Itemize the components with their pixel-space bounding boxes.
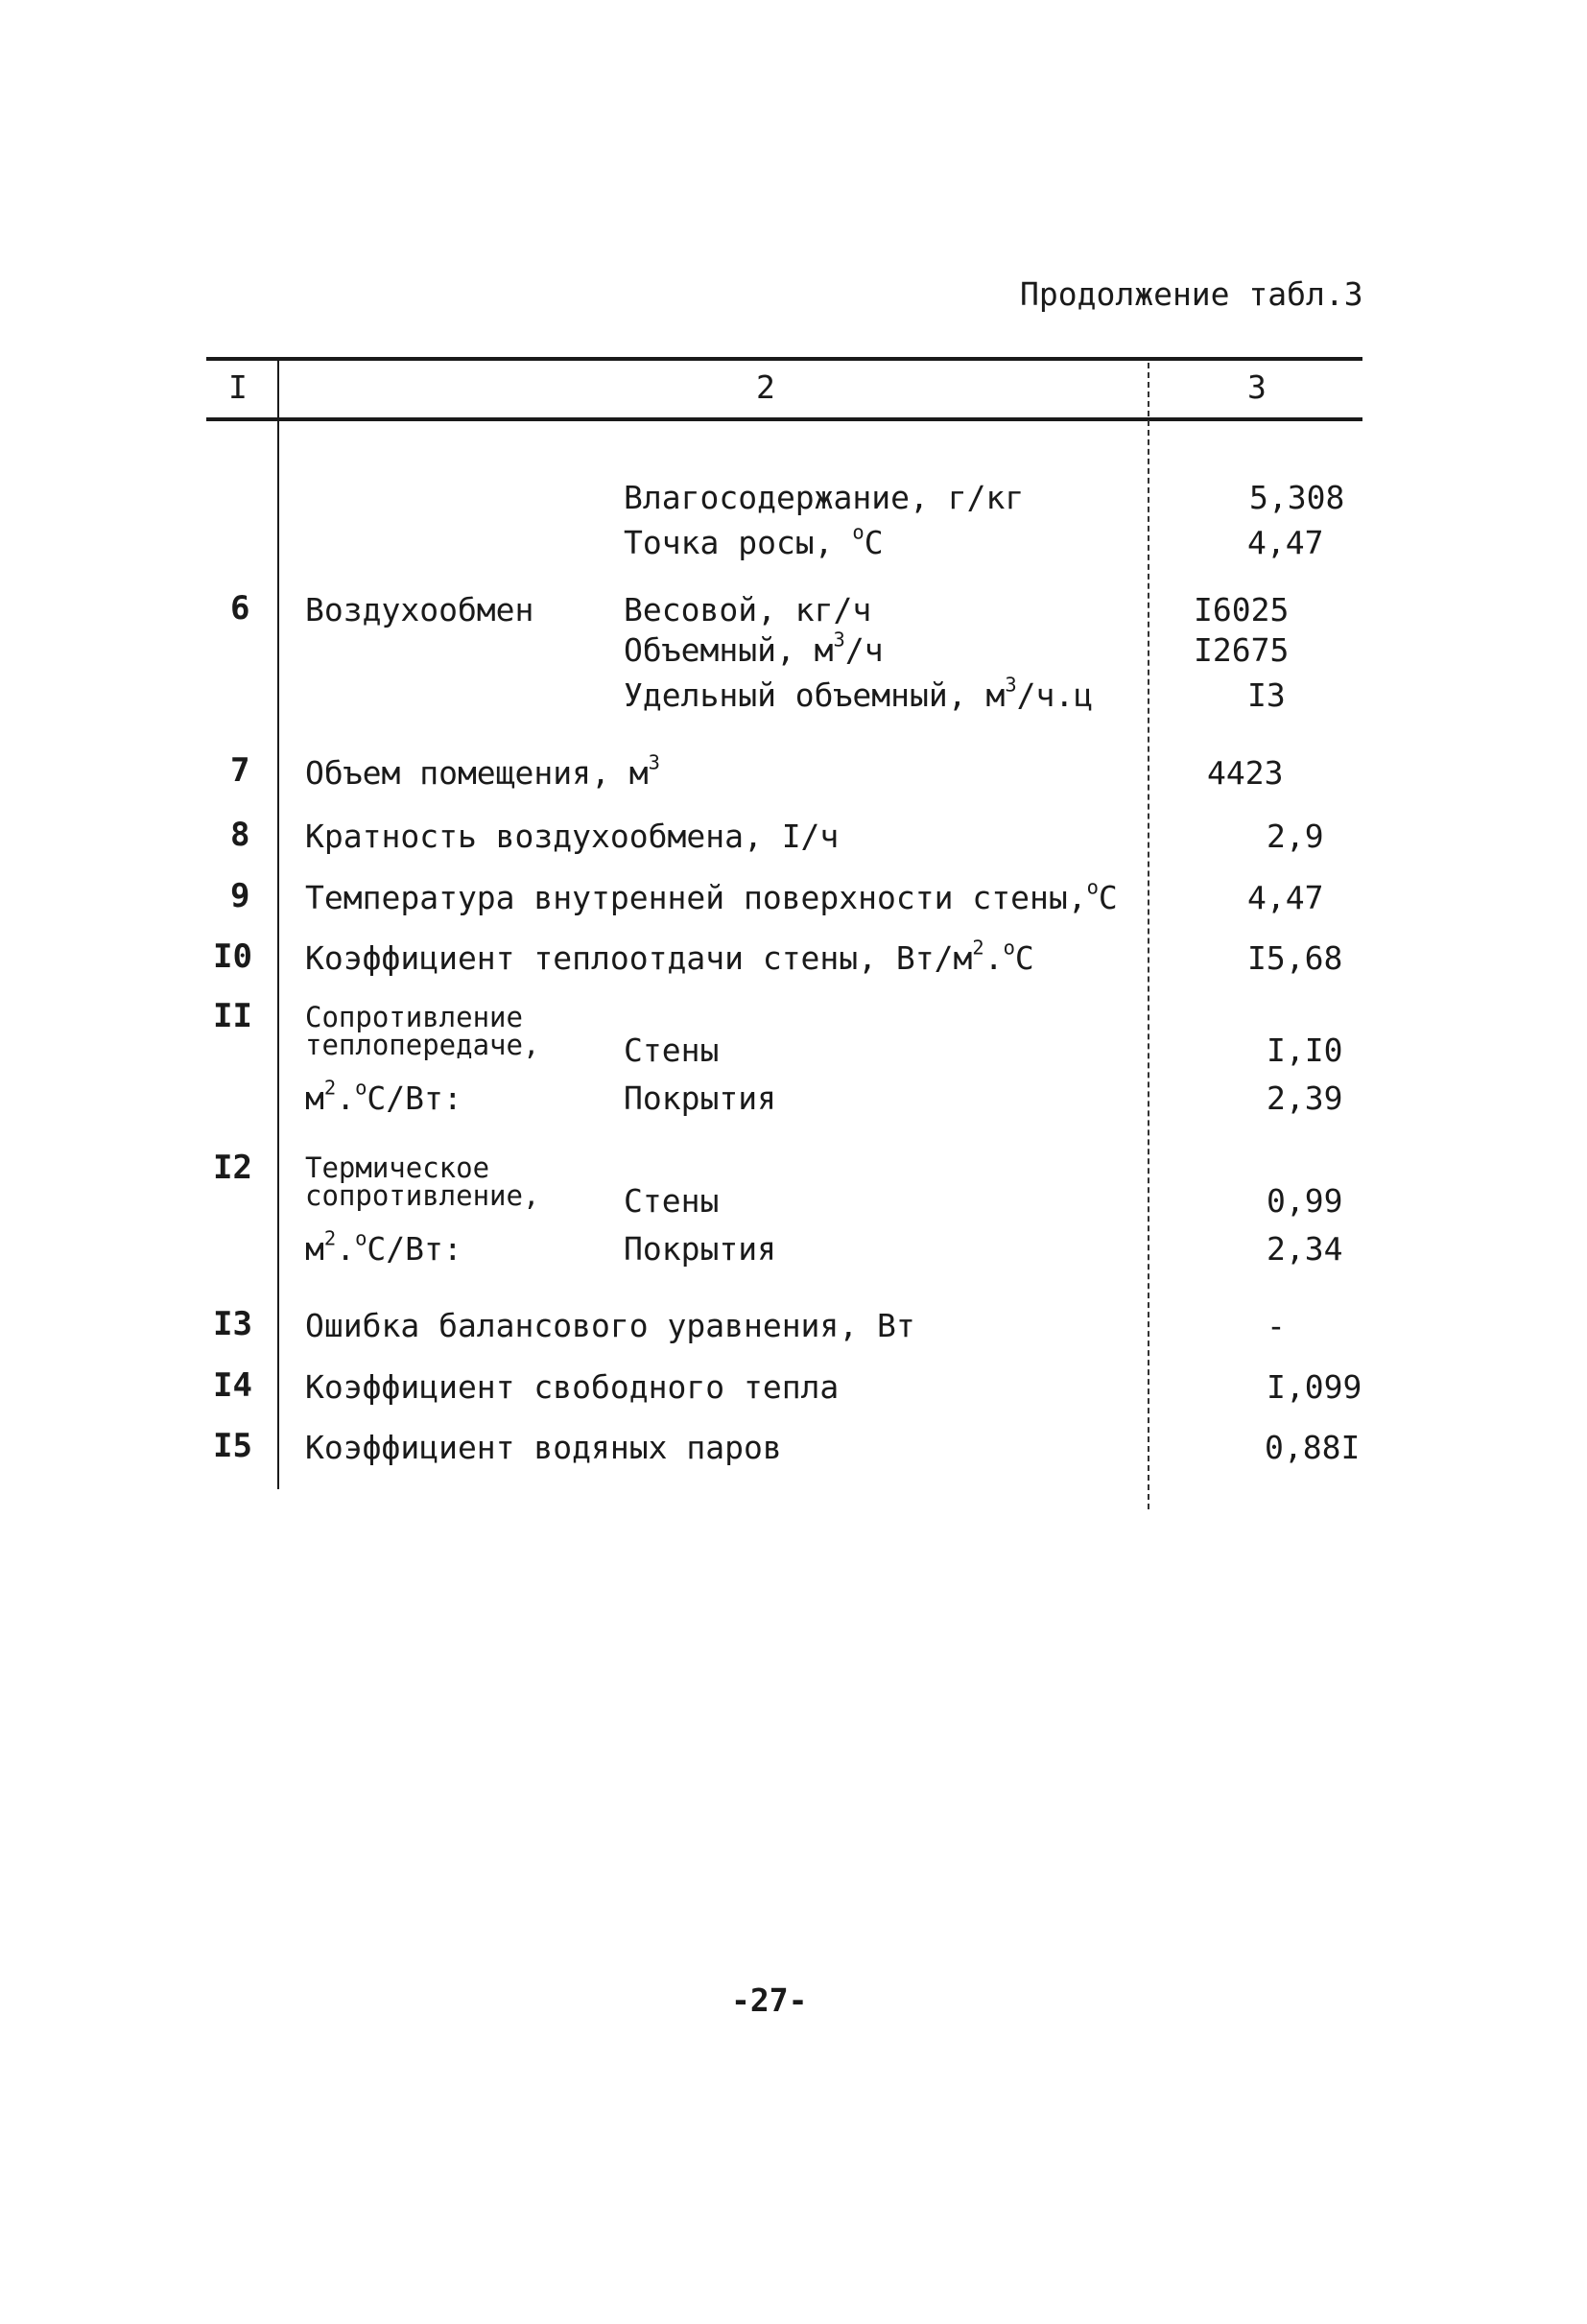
- row-10-label: Коэффициент теплоотдачи стены, $Вт/м^2.^oС$: [305, 936, 1034, 977]
- row-7-label: Объем помещения, $м^3$: [305, 750, 660, 792]
- row-13-number: I3: [213, 1305, 252, 1343]
- row-7-value: 4423: [1207, 754, 1284, 792]
- row-15-label: Коэффициент водяных паров: [305, 1429, 782, 1466]
- header-col-1: I: [228, 368, 248, 406]
- column-divider-1: [277, 357, 279, 1489]
- row-12-walls-label: Стены: [624, 1182, 720, 1220]
- row-12-number: I2: [213, 1149, 252, 1187]
- moisture-label: Влагосодержание, г/кг: [624, 479, 1025, 516]
- header-top-rule: [206, 357, 1362, 361]
- header-bottom-rule: [206, 417, 1362, 421]
- row-11-walls-label: Стены: [624, 1032, 720, 1069]
- row-11-walls-value: I,I0: [1267, 1032, 1343, 1069]
- row-11-name-line-2: теплопередаче,: [305, 1029, 540, 1061]
- row-15-number: I5: [213, 1427, 252, 1465]
- row-6-weight-value: I6025: [1194, 591, 1290, 628]
- moisture-value: 5,308: [1249, 479, 1345, 516]
- row-9-value: 4,47: [1247, 879, 1324, 916]
- row-6-specific-value: I3: [1247, 676, 1286, 714]
- row-15-value: 0,88I: [1265, 1429, 1361, 1466]
- row-12-roof-label: Покрытия: [624, 1230, 776, 1268]
- column-divider-2: [1148, 363, 1149, 1509]
- row-14-value: I,099: [1267, 1368, 1362, 1406]
- row-11-roof-label: Покрытия: [624, 1079, 776, 1117]
- row-11-number: II: [213, 997, 252, 1035]
- dew-point-label: Точка росы, $^o$С: [624, 520, 884, 561]
- row-6-specific-label: Удельный объемный, $м^3/ч.ц$: [624, 673, 1094, 714]
- row-6-name: Воздухообмен: [305, 591, 534, 628]
- row-8-label: Кратность воздухообмена, I/ч: [305, 818, 840, 855]
- row-11-unit: $м^2.^oС/Вт$:: [305, 1076, 462, 1117]
- row-11-roof-value: 2,39: [1267, 1079, 1343, 1117]
- row-8-value: 2,9: [1267, 818, 1324, 855]
- row-10-value: I5,68: [1247, 939, 1343, 977]
- row-6-volume-value: I2675: [1194, 631, 1290, 669]
- row-12-unit: $м^2.^oС/Вт$:: [305, 1226, 462, 1268]
- row-12-name-line-2: сопротивление,: [305, 1179, 540, 1212]
- table-caption: Продолжение табл.3: [1020, 275, 1363, 313]
- row-11-name-line-1: Сопротивление: [305, 1001, 523, 1033]
- row-10-number: I0: [213, 937, 252, 976]
- row-6-volume-label: Объемный, $м^3/ч$: [624, 628, 884, 669]
- row-12-name-line-1: Термическое: [305, 1151, 490, 1184]
- row-14-number: I4: [213, 1366, 252, 1405]
- row-6-number: 6: [230, 589, 250, 628]
- row-6-weight-label: Весовой, кг/ч: [624, 591, 872, 628]
- row-12-walls-value: 0,99: [1267, 1182, 1343, 1220]
- row-9-number: 9: [230, 877, 250, 915]
- row-12-roof-value: 2,34: [1267, 1230, 1343, 1268]
- row-14-label: Коэффициент свободного тепла: [305, 1368, 840, 1406]
- row-13-label: Ошибка балансового уравнения, Вт: [305, 1307, 915, 1344]
- dew-point-value: 4,47: [1247, 524, 1324, 561]
- header-col-2: 2: [756, 368, 775, 406]
- row-7-number: 7: [230, 751, 250, 790]
- row-9-label: Температура внутренней поверхности стены,$^o$С: [305, 875, 1118, 916]
- header-col-3: 3: [1247, 368, 1267, 406]
- row-13-value: -: [1267, 1307, 1286, 1344]
- page-number: -27-: [731, 1981, 808, 2019]
- row-8-number: 8: [230, 816, 250, 854]
